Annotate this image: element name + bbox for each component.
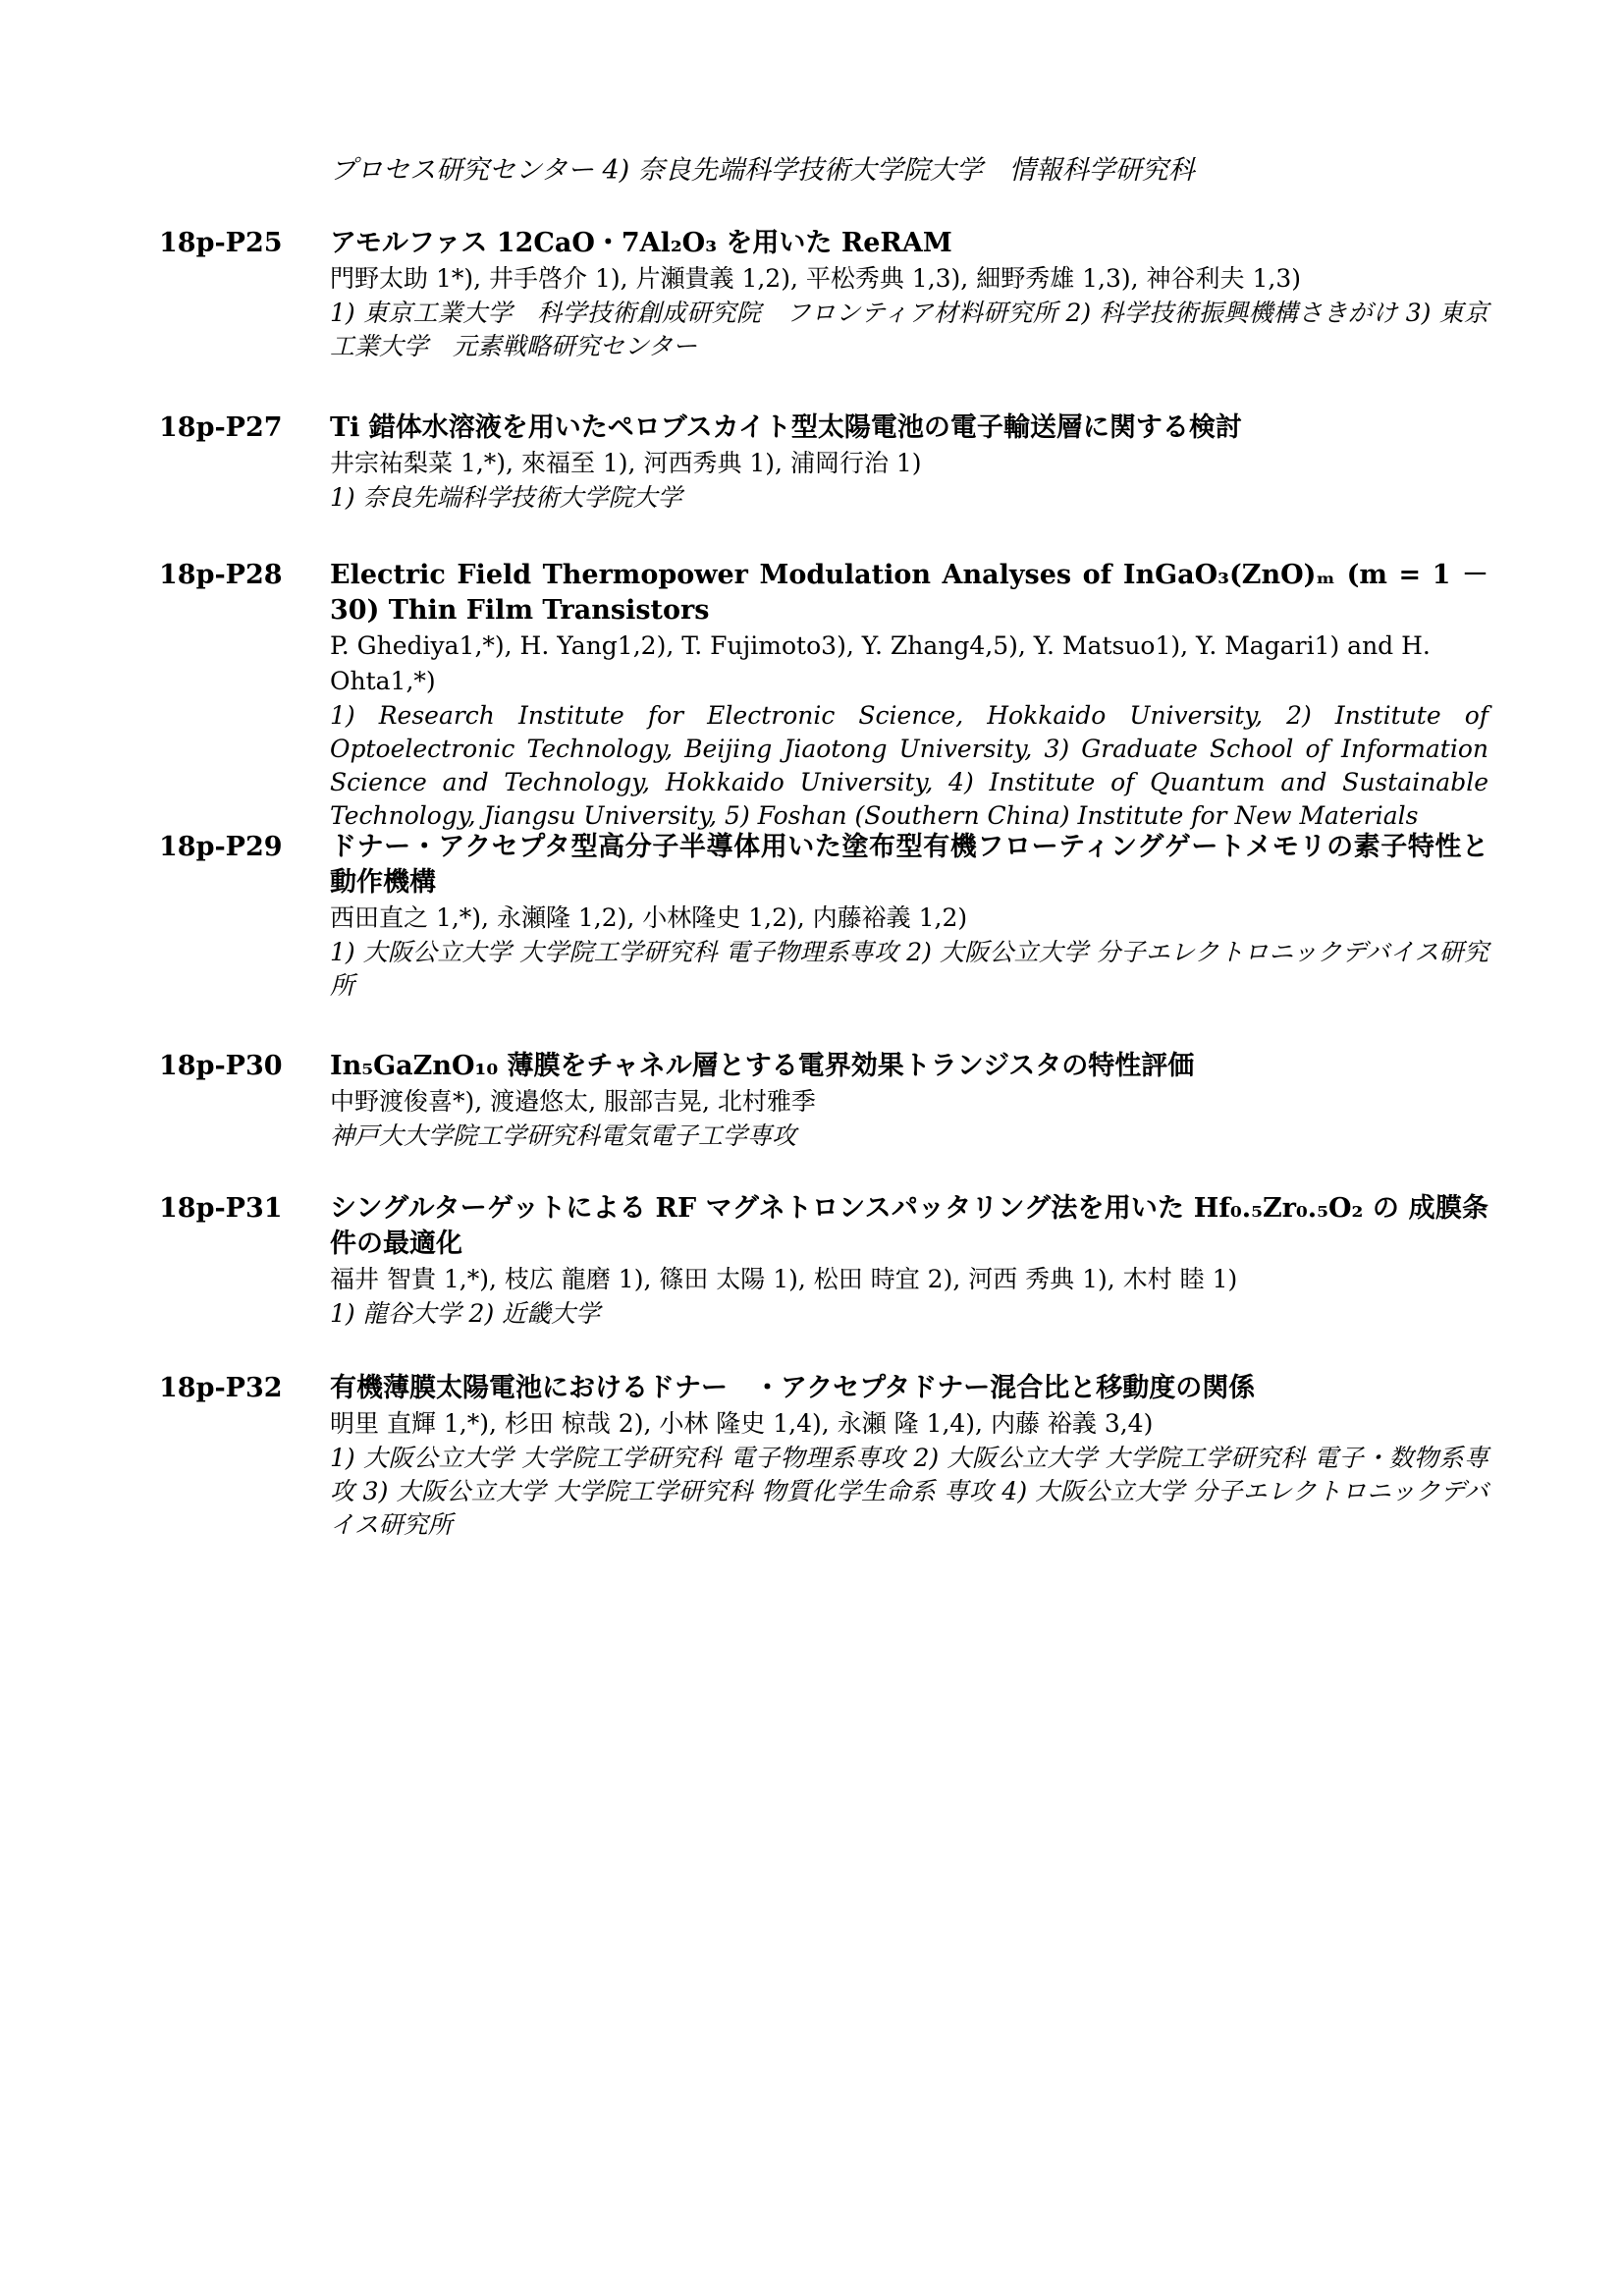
entry-body [330,830,1488,1003]
presentation-title: ドナー・アクセプタ型高分子半導体用いた塗布型有機フローティングゲートメモリの素子特性と動作機構 [330,832,1488,898]
affiliation-list: 1) 大阪公立大学 大学院工学研究科 電子物理系専攻 2) 大阪公立大学 分子エレクトロニックデバイス研究所 [330,938,1488,1000]
presentation-title: 有機薄膜太陽電池におけるドナー ・アクセプタドナー混合比と移動度の関係 [330,1373,1256,1403]
presentation-title: In₅GaZnO₁₀ 薄膜をチャネル層とする電界効果トランジスタの特性評価 [330,1051,1195,1081]
author-list: 中野渡俊喜*), 渡邉悠太, 服部吉晃, 北村雅季 [330,1087,816,1116]
presentation-title: Ti 錯体水溶液を用いたペロブスカイト型太陽電池の電子輸送層に関する検討 [330,412,1242,443]
session-id: 18p-P32 [159,1373,283,1403]
author-list: 福井 智貴 1,*), 枝広 龍磨 1), 篠田 太陽 1), 松田 時宜 2), 河西 秀典 1), 木村 睦 1) [330,1265,1238,1293]
session-id: 18p-P30 [159,1051,283,1081]
session-id: 18p-P25 [159,228,283,258]
session-id: 18p-P28 [159,560,283,590]
presentation-title: シングルターゲットによる RF マグネトロンスパッタリング法を用いた Hf₀.₅Zr₀.₅O₂ の 成膜条件の最適化 [330,1193,1488,1259]
entry-body [330,410,1488,515]
affiliation-list: 1) 東京工業大学 科学技術創成研究院 フロンティア材料研究所 2) 科学技術振興機構さきがけ 3) 東京工業大学 元素戦略研究センター [330,299,1488,360]
author-list: P. Ghediya1,*), H. Yang1,2), T. Fujimoto3), Y. Zhang4,5), Y. Matsuo1), Y. Magari1) and H. Ohta1,*) [330,631,1431,695]
presentation-title: アモルファス 12CaO・7Al₂O₃ を用いた ReRAM [330,228,952,258]
entry-body [330,1371,1488,1542]
continued-affiliation: プロセス研究センター 4) 奈良先端科学技術大学院大学 情報科学研究科 [330,155,1195,186]
session-id: 18p-P27 [159,412,283,443]
session-id: 18p-P31 [159,1193,283,1224]
author-list: 西田直之 1,*), 永瀬隆 1,2), 小林隆史 1,2), 内藤裕義 1,2) [330,903,968,932]
entry-body [330,558,1488,833]
affiliation-list: 1) 奈良先端科学技術大学院大学 [330,483,682,512]
author-list: 井宗祐梨菜 1,*), 來福至 1), 河西秀典 1), 浦岡行治 1) [330,449,922,477]
author-list: 明里 直輝 1,*), 杉田 椋哉 2), 小林 隆史 1,4), 永瀬 隆 1,4), 内藤 裕義 3,4) [330,1409,1154,1438]
affiliation-list: 1) 龍谷大学 2) 近畿大学 [330,1299,601,1328]
author-list: 門野太助 1*), 井手啓介 1), 片瀬貴義 1,2), 平松秀典 1,3), 細野秀雄 1,3), 神谷利夫 1,3) [330,264,1302,293]
affiliation-list: 1) Research Institute for Electronic Science, Hokkaido University, 2) Institute of Optoelectronic Technology, Beijing Jiaotong University, 3) Graduate School of Information Science and Technology, Hokkaido University, 4) Institute of Quantum and Sustainable Technology, Jiangsu University, 5) Foshan (Southern China) Institute for New Materials [330,701,1488,830]
session-id: 18p-P29 [159,832,283,862]
presentation-title: Electric Field Thermopower Modulation Analyses of InGaO₃(ZnO)ₘ (m = 1 － 30) Thin Film Transistors [330,560,1488,626]
affiliation-list: 神戸大大学院工学研究科電気電子工学専攻 [330,1121,797,1150]
entry-body [330,1049,1488,1153]
entry-body [330,226,1488,363]
entry-body [330,1191,1488,1331]
affiliation-list: 1) 大阪公立大学 大学院工学研究科 電子物理系専攻 2) 大阪公立大学 大学院工学研究科 電子・数物系専攻 3) 大阪公立大学 大学院工学研究科 物質化学生命系 専攻 4) 大阪公立大学 分子エレクトロニックデバイス研究所 [330,1444,1488,1539]
